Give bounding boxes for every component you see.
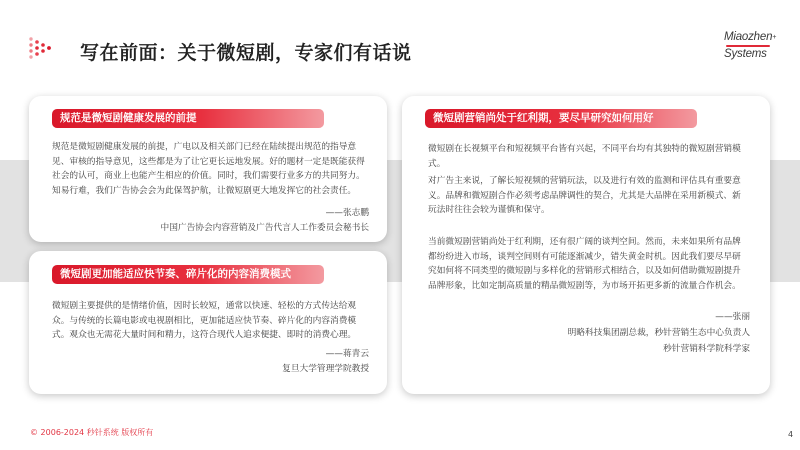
card-body-2: 对广告主来说，了解长短视频的营销玩法，以及进行有效的监测和评估具有重要意义。品牌和微短剧合作必须考虑品牌调性的契合，尤其是大品牌在采用新模式、新玩法时往往会较为谨慎和保守。: [428, 176, 741, 216]
quote-card-pace: [29, 251, 387, 394]
signature-title-1: 明略科技集团副总裁，秒针营销生态中心负责人: [567, 328, 750, 338]
page-title: 写在前面：关于微短剧，专家们有话说: [80, 42, 412, 64]
signature-title-2: 秒针营销科学院科学家: [663, 344, 750, 354]
brand-logo: [724, 31, 784, 61]
brand-line1: Miaozhen+: [724, 31, 777, 43]
card-body-3: 当前微短剧营销尚处于红利期，还有很广阔的谈判空间。然而，未来如果所有品牌都纷纷进入市场，谈判空间则有可能逐渐减少，错失黄金时机。因此我们要尽早研究如何将不同类型的微短剧与多样化的营销形式相结合，以及如何借助微短剧提升品牌形象，比如定制高质量的精品微短剧等，为市场开拓更多新的流量合作机会。: [428, 237, 741, 292]
signature-name: ——蒋青云: [325, 349, 369, 359]
card-heading: 微短剧更加能适应快节奏、碎片化的内容消费模式: [52, 265, 324, 284]
card-body-1: 微短剧在长视频平台和短视频平台皆有兴起，不同平台均有其独特的微短剧营销模式。: [428, 144, 741, 169]
copyright-text: © 2006-2024 秒针系统 版权所有: [30, 428, 154, 437]
signature-name: ——张志鹏: [325, 208, 369, 218]
card-body: 微短剧主要提供的是情绪价值，因时长较短，通常以快速、轻松的方式传达给观众。与传统的长篇电影或电视剧相比，更加能适应快节奏、碎片化的内容消费模式。观众也无需花大量时间和精力，这符合现代人追求便捷、即时的消费心理。: [52, 301, 357, 341]
brand-bar: [726, 45, 770, 47]
signature-name: ——张丽: [715, 312, 750, 322]
signature-title: 复旦大学管理学院教授: [282, 364, 369, 374]
brand-line2: Systems: [724, 48, 767, 60]
quote-card-regulation: [29, 96, 387, 242]
card-heading: 微短剧营销尚处于红利期，要尽早研究如何用好: [425, 109, 697, 128]
card-body: 规范是微短剧健康发展的前提，广电以及相关部门已经在陆续提出规范的指导意见、审核的指导意见，这些都是为了让它更长远地发展。好的题材一定是既能获得社会的认可，商业上也能产生相应的价值。同时，我们需要行业多方的共同努力。知易行难，我们广告协会会为此保驾护航，让微短剧更大地发挥它的社会责任。: [52, 142, 365, 197]
signature-title: 中国广告协会内容营销及广告代言人工作委员会秘书长: [160, 223, 369, 233]
red-triangle-dots-icon: [28, 36, 58, 60]
page-number: 4: [788, 430, 794, 439]
quote-card-dividend: [402, 96, 770, 394]
card-heading: 规范是微短剧健康发展的前提: [52, 109, 324, 128]
